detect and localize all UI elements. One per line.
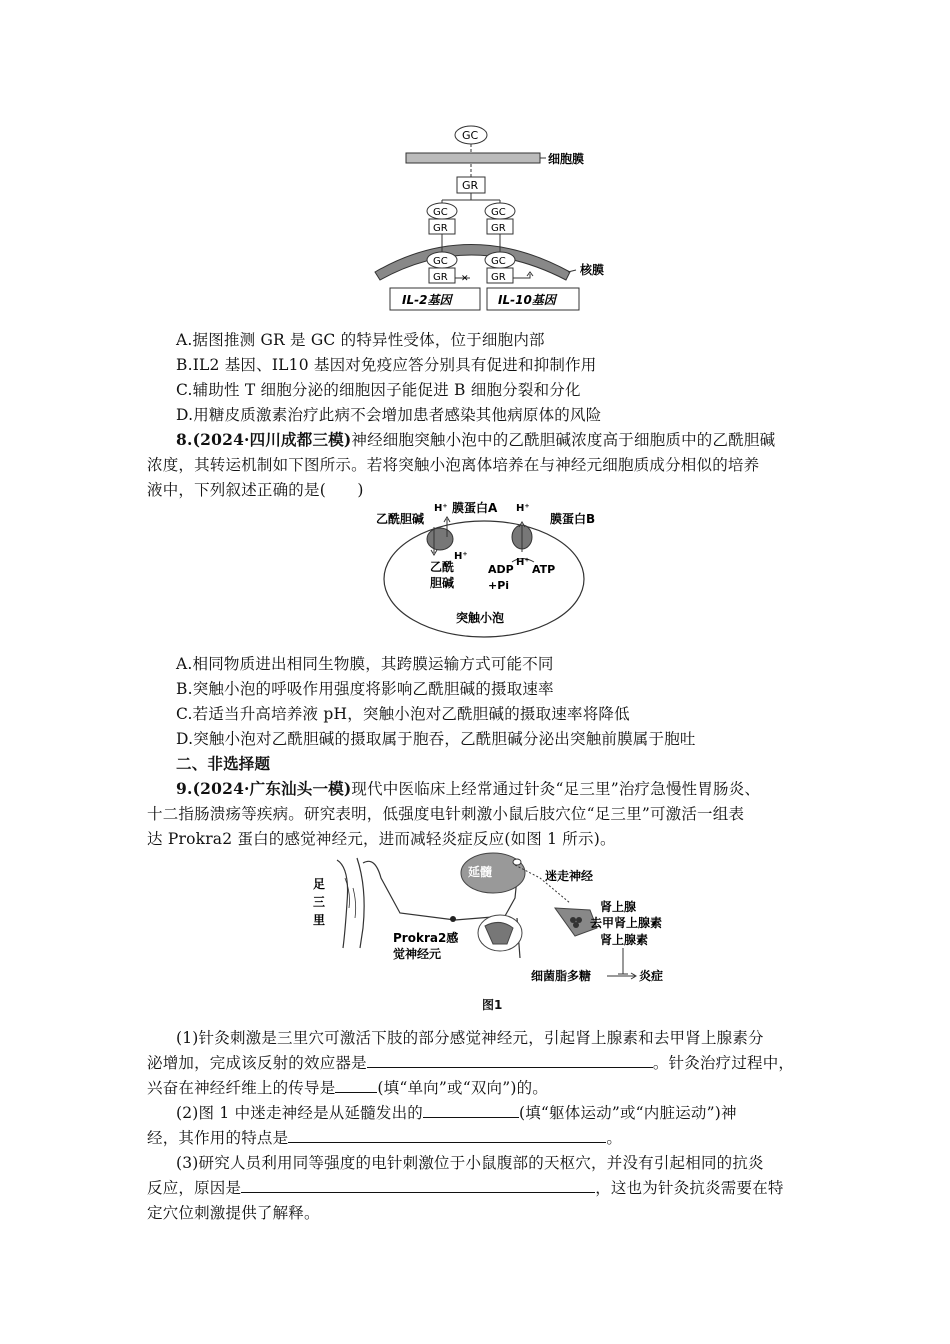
q9-stem-1: 9.(2024·广东汕头一模)现代中医临床上经常通过针灸“足三里”治疗急慢性胃肠炎、 <box>176 779 761 798</box>
svg-text:GC: GC <box>491 207 506 218</box>
q7-option-a: A.据图推测 GR 是 GC 的特异性受体，位于细胞内部 <box>176 331 545 349</box>
ach-label: 乙酰胆碱 <box>376 512 425 526</box>
gc-gr-diagram <box>370 122 630 317</box>
svg-text:ADP: ADP <box>488 563 514 576</box>
svg-text:✕: ✕ <box>461 274 469 284</box>
membrane-label: 细胞膜 <box>548 152 585 166</box>
svg-text:细菌脂多糖: 细菌脂多糖 <box>531 969 592 983</box>
svg-text:GR: GR <box>433 272 448 283</box>
q8-option-d: D.突触小泡对乙酰胆碱的摄取属于胞吞，乙酰胆碱分泌出突触前膜属于胞吐 <box>176 730 696 748</box>
answer-blank-5[interactable] <box>241 1178 595 1193</box>
q9-p2-line-b: 经，其作用的特点是 。 <box>147 1129 623 1147</box>
answer-blank-3[interactable] <box>423 1103 519 1118</box>
answer-blank-1[interactable] <box>367 1053 653 1068</box>
cell-membrane <box>406 153 540 163</box>
svg-text:胆碱: 胆碱 <box>430 576 455 590</box>
figure-1-diagram <box>305 848 685 993</box>
svg-text:乙酰: 乙酰 <box>430 560 455 574</box>
q8-option-b: B.突触小泡的呼吸作用强度将影响乙酰胆碱的摄取速率 <box>176 680 554 698</box>
nuclear-membrane <box>375 245 570 281</box>
answer-blank-4[interactable] <box>288 1128 606 1143</box>
q8-stem-1: 8.(2024·四川成都三模)神经细胞突触小泡中的乙酰胆碱浓度高于细胞质中的乙酰胆碱 <box>176 430 776 449</box>
vagus-label: 迷走神经 <box>545 869 594 883</box>
svg-text:H⁺: H⁺ <box>516 557 530 568</box>
svg-text:H⁺: H⁺ <box>454 551 468 562</box>
q9-p3-line-c: 定穴位刺激提供了解释。 <box>147 1204 320 1222</box>
q8-option-c: C.若适当升高培养液 pH，突触小泡对乙酰胆碱的摄取速率将降低 <box>176 705 630 723</box>
q9-stem-2: 十二指肠溃疡等疾病。研究表明，低强度电针刺激小鼠后肢穴位“足三里”可激活一组表 <box>147 805 745 823</box>
q7-option-c: C.辅助性 T 细胞分泌的细胞因子能促进 B 细胞分裂和分化 <box>176 381 581 399</box>
section-title: 二、非选择题 <box>176 754 271 773</box>
svg-text:足: 足 <box>313 877 326 891</box>
svg-text:ATP: ATP <box>532 563 556 576</box>
svg-text:去甲肾上腺素: 去甲肾上腺素 <box>590 916 663 930</box>
q9-p1-line-c: 兴奋在神经纤维上的传导是 (填“单向”或“双向”)的。 <box>147 1079 548 1097</box>
q7-option-d: D.用糖皮质激素治疗此病不会增加患者感染其他病原体的风险 <box>176 406 602 424</box>
svg-text:炎症: 炎症 <box>639 969 664 983</box>
q8-option-a: A.相同物质进出相同生物膜，其跨膜运输方式可能不同 <box>176 655 554 673</box>
nuclear-label: 核膜 <box>580 263 605 277</box>
svg-text:觉神经元: 觉神经元 <box>393 947 442 961</box>
protein-b-label: 膜蛋白B <box>550 512 596 526</box>
svg-text:+Pi: +Pi <box>488 579 510 592</box>
q9-stem-3: 达 Prokra2 蛋白的感觉神经元，进而减轻炎症反应(如图 1 所示)。 <box>147 830 616 848</box>
q8-stem-3: 液中，下列叙述正确的是( ) <box>147 481 364 499</box>
q7-option-b: B.IL2 基因、IL10 基因对免疫应答分别具有促进和抑制作用 <box>176 356 597 374</box>
q9-p3-line-b: 反应，原因是 ，这也为针灸抗炎需要在特 <box>147 1179 784 1197</box>
svg-text:Prokra2感: Prokra2感 <box>393 931 459 945</box>
svg-text:GR: GR <box>433 223 448 234</box>
protein-a-label: 膜蛋白A <box>452 501 498 515</box>
svg-text:三: 三 <box>313 895 326 909</box>
q9-p3-line-a: (3)研究人员利用同等强度的电针刺激位于小鼠腹部的天枢穴，并没有引起相同的抗炎 <box>176 1154 764 1172</box>
svg-text:里: 里 <box>313 913 326 927</box>
membrane-protein-a <box>427 528 453 550</box>
il10-label: IL-10基因 <box>498 293 556 307</box>
medulla-label: 延髓 <box>468 865 493 879</box>
svg-text:肾上腺: 肾上腺 <box>600 900 637 914</box>
svg-text:GR: GR <box>491 223 506 234</box>
svg-text:GR: GR <box>491 272 506 283</box>
q9-p1-line-a: (1)针灸刺激是三里穴可激活下肢的部分感觉神经元，引起肾上腺素和去甲肾上腺素分 <box>176 1029 764 1047</box>
figure-1-caption: 图1 <box>482 998 503 1012</box>
vesicle-label: 突触小泡 <box>456 611 505 625</box>
vesicle-diagram <box>372 497 597 642</box>
q8-stem-2: 浓度，其转运机制如下图所示。若将突触小泡离体培养在与神经元细胞质成分相似的培养 <box>147 456 760 474</box>
svg-text:肾上腺素: 肾上腺素 <box>600 933 649 947</box>
svg-text:GC: GC <box>491 256 506 267</box>
svg-text:H⁺: H⁺ <box>516 503 530 514</box>
svg-text:GC: GC <box>433 207 448 218</box>
q9-p1-line-b: 泌增加，完成该反射的效应器是 。针灸治疗过程中， <box>147 1054 795 1072</box>
q9-p2-line-a: (2)图 1 中迷走神经是从延髓发出的 (填“躯体运动”或“内脏运动”)神 <box>176 1104 737 1122</box>
il2-label: IL-2基因 <box>402 293 452 307</box>
svg-text:GR: GR <box>462 179 479 192</box>
svg-text:GC: GC <box>433 256 448 267</box>
svg-text:H⁺: H⁺ <box>434 503 448 514</box>
answer-blank-2[interactable] <box>335 1078 377 1093</box>
gc-label-top: GC <box>462 129 479 142</box>
